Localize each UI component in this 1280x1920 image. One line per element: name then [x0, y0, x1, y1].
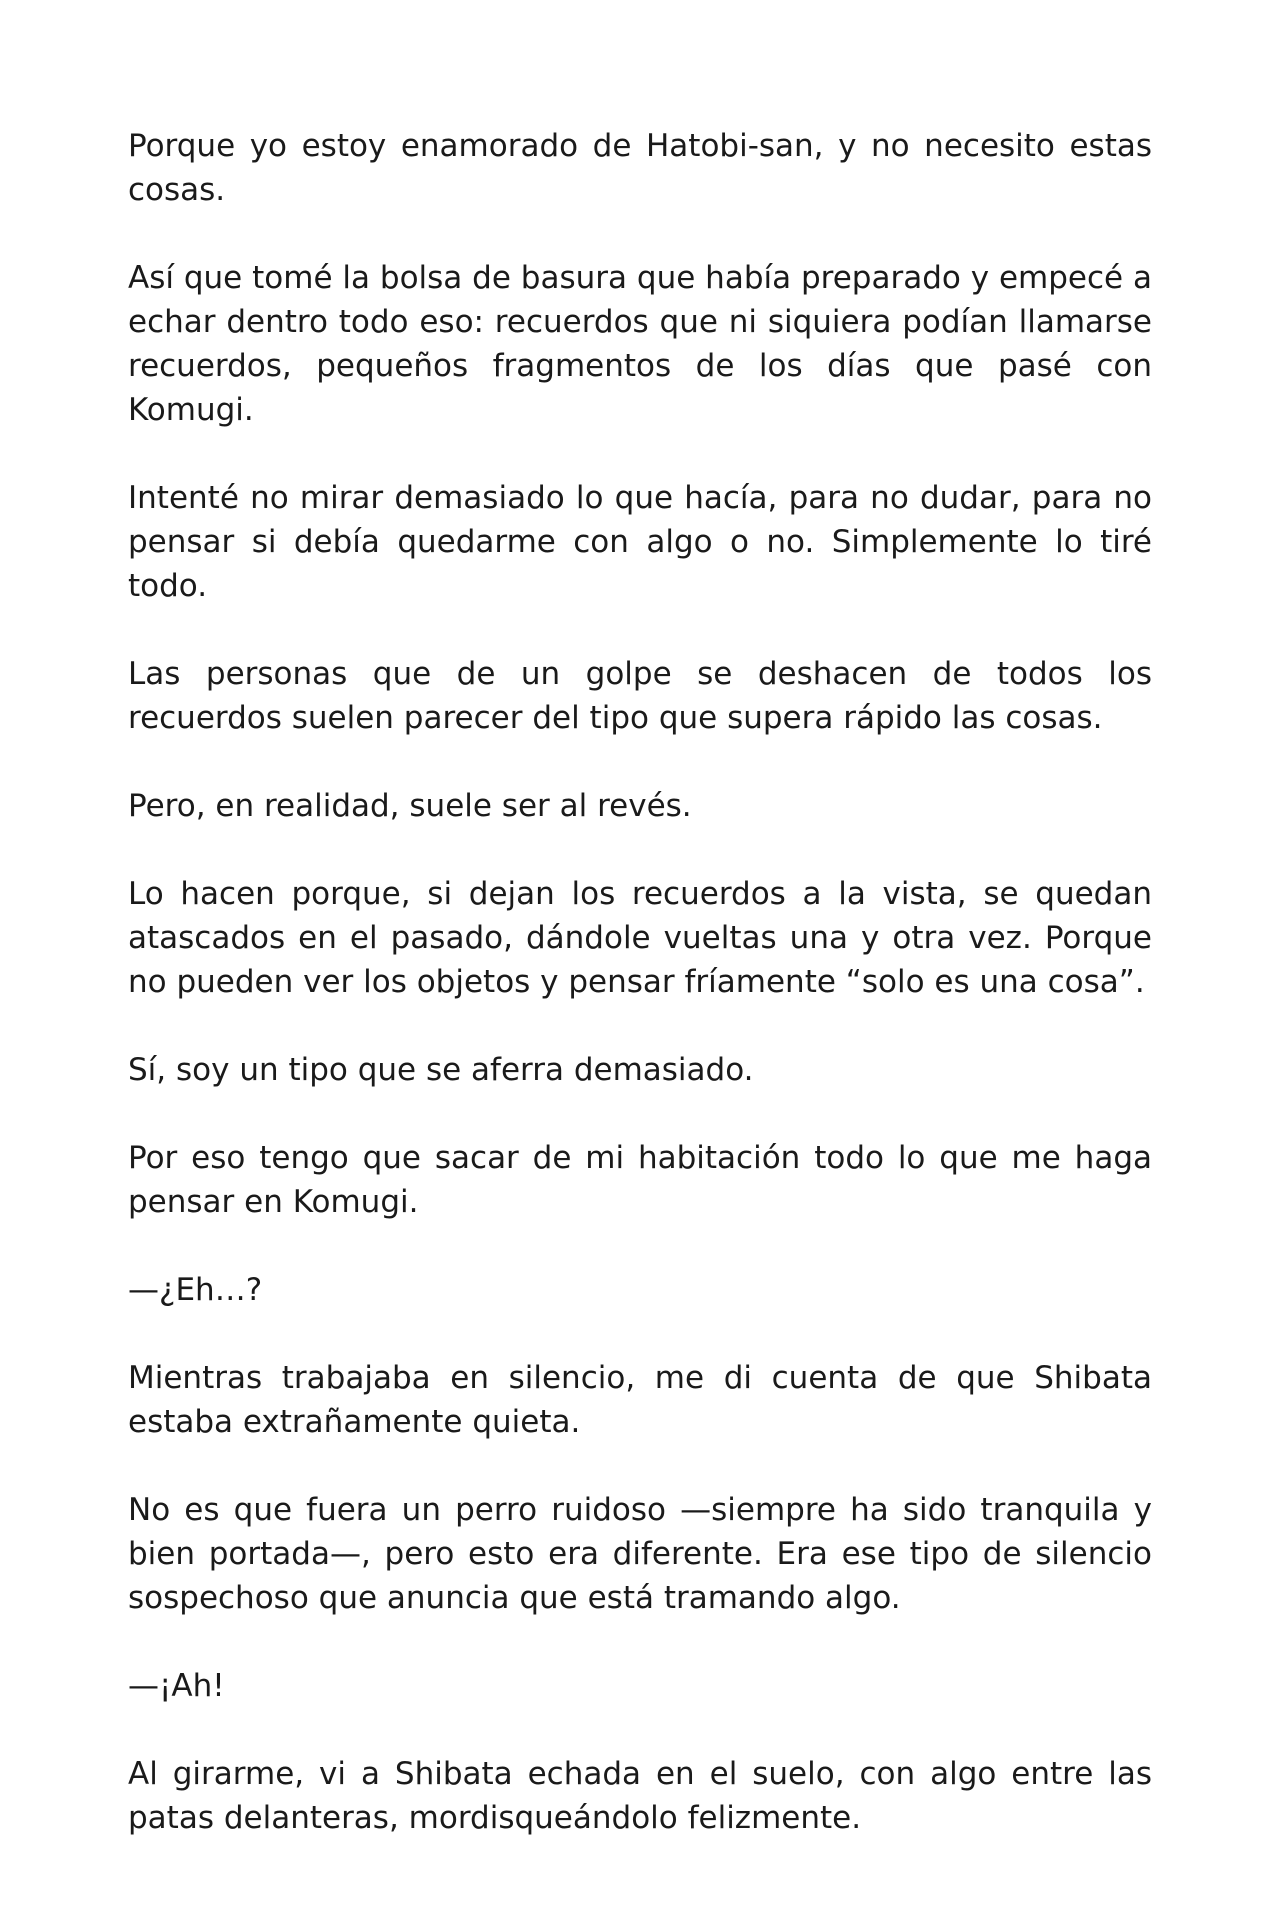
dialogue-ah: —¡Ah!	[128, 1668, 225, 1704]
paragraph-5: Pero, en realidad, suele ser al revés.	[128, 788, 692, 824]
paragraph-11: Al girarme, vi a Shibata echada en el suelo, con algo entre las patas delanteras, mordisqueándolo felizmente.	[128, 1756, 1152, 1836]
dialogue-eh: —¿Eh…?	[128, 1272, 263, 1308]
paragraph-8: Por eso tengo que sacar de mi habitación todo lo que me haga pensar en Komugi.	[128, 1140, 1152, 1220]
paragraph-2: Así que tomé la bolsa de basura que había preparado y empecé a echar dentro todo eso: recuerdos que ni siquiera podían llamarse recuerdos, pequeños fragmentos de los días que pasé con Komugi.	[128, 260, 1152, 428]
paragraph-7: Sí, soy un tipo que se aferra demasiado.	[128, 1052, 754, 1088]
paragraph-1: Porque yo estoy enamorado de Hatobi-san, y no necesito estas cosas.	[128, 128, 1152, 208]
paragraph-3: Intenté no mirar demasiado lo que hacía, para no dudar, para no pensar si debía quedarme con algo o no. Simplemente lo tiré todo.	[128, 480, 1152, 604]
paragraph-10: No es que fuera un perro ruidoso —siempre ha sido tranquila y bien portada—, pero esto era diferente. Era ese tipo de silencio sospechoso que anuncia que está tramando algo.	[128, 1492, 1152, 1616]
paragraph-9: Mientras trabajaba en silencio, me di cuenta de que Shibata estaba extrañamente quieta.	[128, 1360, 1152, 1440]
paragraph-6: Lo hacen porque, si dejan los recuerdos a la vista, se quedan atascados en el pasado, dándole vueltas una y otra vez. Porque no pueden ver los objetos y pensar fríamente “solo es una cosa”.	[128, 876, 1152, 1000]
book-page	[128, 124, 1152, 1884]
paragraph-4: Las personas que de un golpe se deshacen de todos los recuerdos suelen parecer del tipo que supera rápido las cosas.	[128, 656, 1152, 736]
